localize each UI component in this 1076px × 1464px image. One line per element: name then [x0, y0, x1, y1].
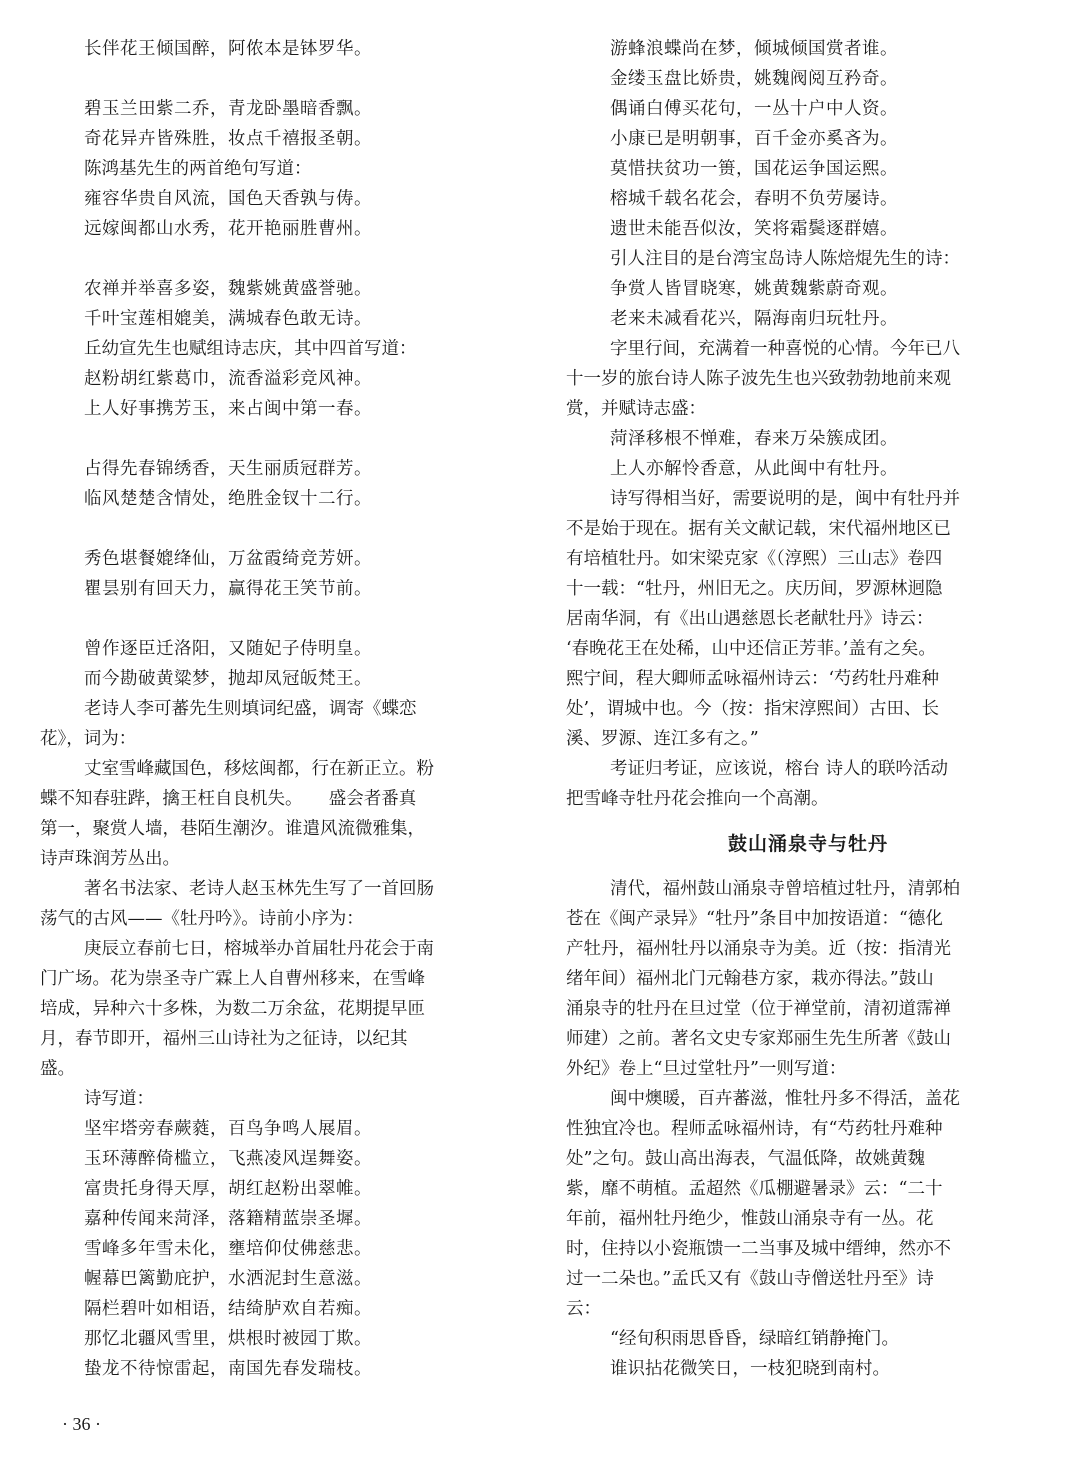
paragraph-line: 产牡丹，福州牡丹以涌泉寺为美。近（按：指清光 — [566, 939, 951, 959]
poem-line: 秀色堪餐媲绛仙，万盆霞绮竞芳妍。 — [84, 549, 372, 569]
paragraph-line: 荡气的古风——《牡丹吟》。诗前小序为： — [40, 909, 364, 929]
left-column — [40, 34, 522, 1384]
poem-line: 游蜂浪蝶尚在梦，倾城倾国赏者谁。 — [610, 39, 898, 59]
paragraph-first-line: 陈鸿基先生的两首绝句写道： — [84, 159, 312, 179]
paragraph-first-line: 清代，福州鼓山涌泉寺曾培植过牡丹，清郭柏 — [610, 879, 960, 899]
paragraph-line: 花》，词为： — [40, 729, 137, 749]
poem-line: 瞿昙别有回天力，赢得花王笑节前。 — [84, 579, 372, 599]
paragraph-line: 过一二朵也。”孟氏又有《鼓山寺僧送牡丹至》诗 — [566, 1269, 934, 1289]
paragraph-line: 赏，并赋诗志盛： — [566, 399, 706, 419]
poem-line: 赵粉胡红紫葛巾，流香溢彩竞风神。 — [84, 369, 372, 389]
paragraph-line: 苍在《闽产录异》“牡丹”条目中加按语道：“德化 — [566, 909, 943, 929]
poem-line: 那忆北疆风雪里，烘根时被园丁欺。 — [84, 1329, 372, 1349]
paragraph-line: 溪、罗源、连江多有之。” — [566, 729, 759, 749]
poem-line: 奇花异卉皆殊胜，妆点千禧报圣朝。 — [84, 129, 372, 149]
paragraph-line: 门广场。花为崇圣寺广霖上人自曹州移来，在雪峰 — [40, 969, 425, 989]
poem-line: 坚牢塔旁春蕨蕤，百鸟争鸣人展眉。 — [84, 1119, 372, 1139]
paragraph-line: 不是始于现在。据有关文献记载，宋代福州地区已 — [566, 519, 951, 539]
stanza-gap — [40, 604, 522, 634]
poem-line: 远嫁闽都山水秀，花开艳丽胜曹州。 — [84, 219, 372, 239]
paragraph-line: 师建）之前。著名文史专家郑丽生先生所著《鼓山 — [566, 1029, 951, 1049]
poem-line: 老来未减看花兴，隔海南归玩牡丹。 — [610, 309, 898, 329]
paragraph-line: 紫，靡不萌植。孟超然《瓜棚避暑录》云：“二十 — [566, 1179, 943, 1199]
poem-line: 富贵托身得天厚，胡红赵粉出翠帷。 — [84, 1179, 372, 1199]
right-column-bottom — [566, 874, 1050, 1384]
paragraph-line: 把雪峰寺牡丹花会推向一个高潮。 — [566, 789, 829, 809]
paragraph-first-line: 诗写得相当好，需要说明的是，闽中有牡丹并 — [610, 489, 960, 509]
stanza-gap — [40, 244, 522, 274]
paragraph-first-line: 老诗人李可蕃先生则填词纪盛，调寄《蝶恋 — [84, 699, 417, 719]
right-column-top — [566, 34, 1050, 814]
poem-line: 千叶宝莲相媲美，满城春色敢无诗。 — [84, 309, 372, 329]
paragraph-line: 涌泉寺的牡丹在旦过堂（位于禅堂前，清初道霈禅 — [566, 999, 951, 1019]
paragraph-line: 熙宁间，程大卿师孟咏福州诗云：‘芍药牡丹难种 — [566, 669, 940, 689]
poem-line: 偶诵白傅买花句，一丛十户中人资。 — [610, 99, 898, 119]
poem-line: 嘉种传闻来菏泽，落籍精蓝崇圣墀。 — [84, 1209, 372, 1229]
poem-line: 雪峰多年雪未化，壅培仰仗佛慈悲。 — [84, 1239, 372, 1259]
paragraph-line: 云： — [566, 1299, 601, 1319]
poem-line: 上人好事携芳玉，来占闽中第一春。 — [84, 399, 372, 419]
poem-line: 临风楚楚含情处，绝胜金钗十二行。 — [84, 489, 372, 509]
poem-line: 菏泽移根不惮难，春来万朵簇成团。 — [610, 429, 898, 449]
paragraph-line: 十一岁的旅台诗人陈子波先生也兴致勃勃地前来观 — [566, 369, 951, 389]
poem-line: 长伴花王倾国醉，阿侬本是钵罗华。 — [84, 39, 372, 59]
paragraph-line: 蝶不知春驻跸，擒王枉自良机失。 盛会者番真 — [40, 789, 417, 809]
paragraph-first-line: 丘幼宣先生也赋组诗志庆，其中四首写道： — [84, 339, 417, 359]
paragraph-first-line: “经旬积雨思昏昏，绿暗红销静掩门。 — [610, 1329, 899, 1349]
poem-line: 遗世未能吾似汝，笑将霜鬓逐群嬉。 — [610, 219, 898, 239]
paragraph-line: 性独宜冷也。程师孟咏福州诗，有“芍药牡丹难种 — [566, 1119, 943, 1139]
stanza-gap — [40, 514, 522, 544]
paragraph-first-line: 诗写道： — [84, 1089, 154, 1109]
paragraph-line: 处’，谓城中也。今（按：指宋淳熙间）古田、长 — [566, 699, 940, 719]
poem-line: 小康已是明朝事，百千金亦奚吝为。 — [610, 129, 898, 149]
paragraph-first-line: 考证归考证，应该说，榕台 诗人的联吟活动 — [610, 759, 949, 779]
poem-line: 上人亦解怜香意，从此闽中有牡丹。 — [610, 459, 898, 479]
paragraph-line: 诗声珠润芳丛出。 — [40, 849, 180, 869]
paragraph-line: 月，春节即开，福州三山诗社为之征诗，以纪其 — [40, 1029, 408, 1049]
paragraph-line: 十一载：“牡丹，州旧无之。庆历间，罗源林迥隐 — [566, 579, 943, 599]
poem-line: 玉环薄醉倚槛立，飞燕凌风逞舞姿。 — [84, 1149, 372, 1169]
poem-line: 占得先春锦绣香，天生丽质冠群芳。 — [84, 459, 372, 479]
paragraph-line: ‘春晚花王在处稀，山中还信正芳菲。’盖有之矣。 — [566, 639, 936, 659]
stanza-gap — [40, 64, 522, 94]
poem-line: 蛰龙不待惊雷起，南国先春发瑞枝。 — [84, 1359, 372, 1379]
poem-line: 榕城千载名花会，春明不负劳屡诗。 — [610, 189, 898, 209]
paragraph-line: 处”之句。鼓山高出海表，气温低降，故姚黄魏 — [566, 1149, 925, 1169]
stanza-gap — [40, 424, 522, 454]
paragraph-first-line: 谁识拈花微笑日，一枝犯晓到南村。 — [610, 1359, 890, 1379]
poem-line: 碧玉兰田紫二乔，青龙卧墨暗香飘。 — [84, 99, 372, 119]
paragraph-line: 绪年间）福州北门元翰巷方家，栽亦得法。”鼓山 — [566, 969, 934, 989]
poem-line: 争赏人皆冒晓寒，姚黄魏紫蔚奇观。 — [610, 279, 898, 299]
paragraph-line: 培成，异种六十多株，为数二万余盆，花期提早匝 — [40, 999, 425, 1019]
poem-line: 隔栏碧叶如相语，结绮胪欢自若痴。 — [84, 1299, 372, 1319]
poem-line: 农禅并举喜多姿，魏紫姚黄盛誉驰。 — [84, 279, 372, 299]
paragraph-first-line: 庚辰立春前七日，榕城举办首届牡丹花会于南 — [84, 939, 434, 959]
poem-line: 曾作逐臣迁洛阳，又随妃子侍明皇。 — [84, 639, 372, 659]
poem-line: 莫惜扶贫功一篑，国花运争国运熙。 — [610, 159, 898, 179]
poem-line: 雍容华贵自风流，国色天香孰与俦。 — [84, 189, 372, 209]
paragraph-line: 盛。 — [40, 1059, 75, 1079]
paragraph-first-line: 丈室雪峰藏国色，移炫闽都，行在新正立。粉 — [84, 759, 434, 779]
poem-line: 幄幕巴篱勤庇护，水洒泥封生意滋。 — [84, 1269, 372, 1289]
paragraph-line: 第一，聚赏人墙，巷陌生潮汐。谁遣风流微雅集， — [40, 819, 425, 839]
paragraph-line: 年前，福州牡丹绝少，惟鼓山涌泉寺有一丛。花 — [566, 1209, 934, 1229]
page-number: · 36 · — [62, 1414, 101, 1434]
poem-line: 而今勘破黄粱梦，抛却凤冠皈梵王。 — [84, 669, 372, 689]
paragraph-line: 居南华洞，有《出山遇慈恩长老献牡丹》诗云： — [566, 609, 934, 629]
section-heading: 鼓山涌泉寺与牡丹 — [727, 833, 888, 855]
right-column — [566, 34, 1050, 1384]
paragraph-line: 时，住持以小瓷瓶馈一二当事及城中缙绅，然亦不 — [566, 1239, 951, 1259]
poem-line: 金缕玉盘比娇贵，姚魏阀阅互矜奇。 — [610, 69, 898, 89]
paragraph-first-line: 著名书法家、老诗人赵玉林先生写了一首回肠 — [84, 879, 434, 899]
paragraph-first-line: 字里行间，充满着一种喜悦的心情。今年已八 — [610, 339, 960, 359]
paragraph-first-line: 闽中燠暖，百卉蕃滋，惟牡丹多不得活，盖花 — [610, 1089, 960, 1109]
paragraph-line: 有培植牡丹。如宋梁克家《（淳熙）三山志》卷四 — [566, 549, 943, 569]
paragraph-line: 外纪》卷上“旦过堂牡丹”一则写道： — [566, 1059, 847, 1079]
paragraph-first-line: 引人注目的是台湾宝岛诗人陈焙焜先生的诗： — [610, 249, 960, 269]
